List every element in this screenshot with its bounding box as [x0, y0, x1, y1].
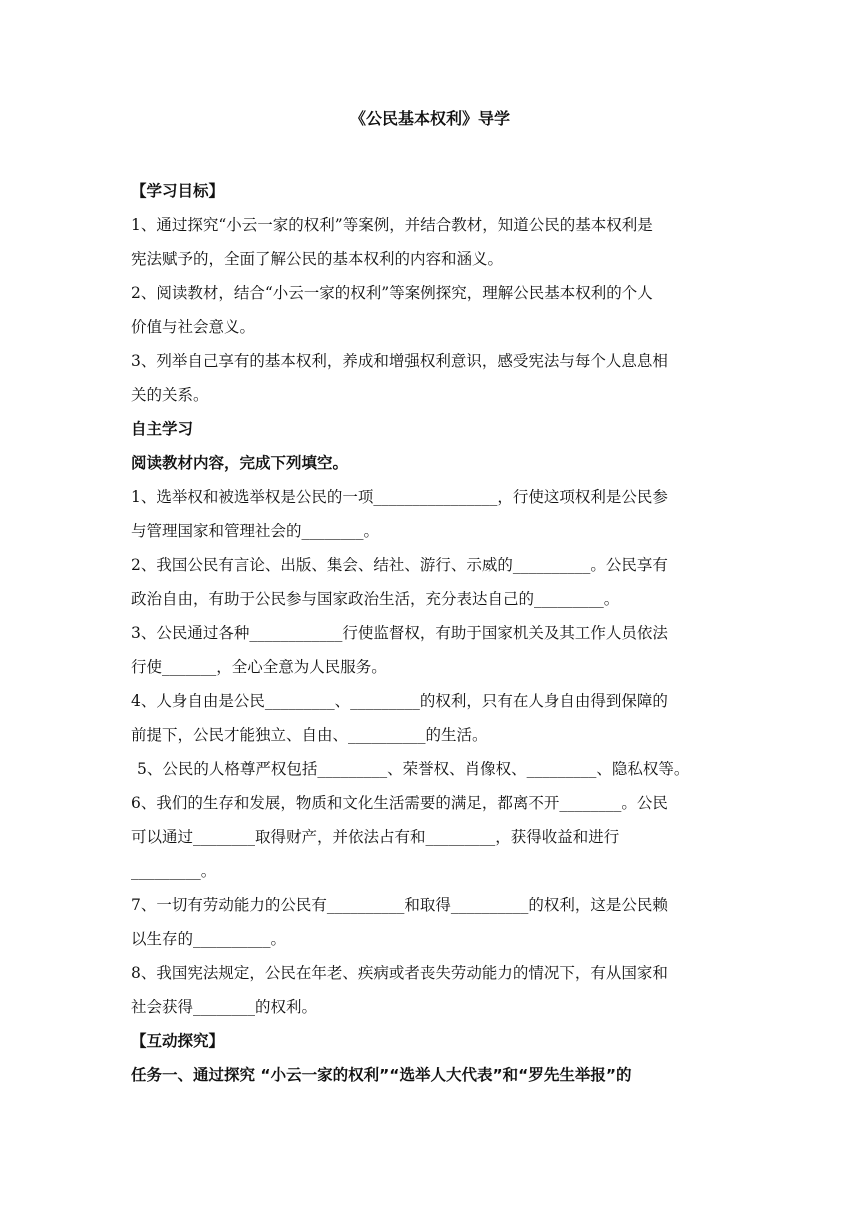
text-line: 2、阅读教材，结合“小云一家的权利”等案例探究，理解公民基本权利的个人 [131, 284, 653, 302]
fill-blank-line: 1、选举权和被选举权是公民的一项________________，行使这项权利是公民参 [131, 488, 668, 506]
fill-blank-line: 2、我国公民有言论、出版、集会、结社、游行、示威的__________。公民享有 [131, 556, 668, 574]
text-line: 1、通过探究“小云一家的权利”等案例，并结合教材，知道公民的基本权利是 [131, 216, 653, 234]
section-heading-interactive: 【互动探究】 [131, 1032, 225, 1050]
document-title: 《公民基本权利》导学 [349, 109, 510, 128]
fill-blank-line: 前提下，公民才能独立、自由、__________的生活。 [131, 726, 488, 744]
fill-blank-line: 8、我国宪法规定，公民在年老、疾病或者丧失劳动能力的情况下，有从国家和 [131, 964, 668, 982]
text-line: 关的关系。 [131, 386, 209, 404]
text-line: 价值与社会意义。 [131, 318, 256, 336]
fill-blank-line: 5、公民的人格尊严权包括_________、荣誉权、肖像权、_________、隐私权等。 [137, 760, 690, 778]
task-line: 任务一、通过探究 “小云一家的权利”“选举人大代表”和“罗先生举报”的 [131, 1066, 632, 1084]
fill-blank-line: 社会获得________的权利。 [131, 998, 318, 1016]
fill-blank-line: 3、公民通过各种____________行使监督权，有助于国家机关及其工作人员依法 [131, 624, 668, 642]
fill-blank-line: 7、一切有劳动能力的公民有__________和取得__________的权利，这是公民赖 [131, 896, 668, 914]
fill-blank-line: 4、人身自由是公民_________、_________的权利，只有在人身自由得到保障的 [131, 692, 668, 710]
instruction-line: 阅读教材内容，完成下列填空。 [131, 454, 349, 472]
fill-blank-line: 6、我们的生存和发展，物质和文化生活需要的满足，都离不开________。公民 [131, 794, 668, 812]
section-heading-objectives: 【学习目标】 [131, 182, 225, 200]
fill-blank-line: 与管理国家和管理社会的________。 [131, 522, 380, 540]
fill-blank-line: 政治自由，有助于公民参与国家政治生活，充分表达自己的_________。 [131, 590, 620, 608]
document-body [131, 174, 731, 1092]
section-heading-self-study: 自主学习 [131, 420, 194, 438]
fill-blank-line: 行使_______，全心全意为人民服务。 [131, 658, 387, 676]
fill-blank-line: _________。 [131, 862, 217, 880]
fill-blank-line: 以生存的__________。 [131, 930, 287, 948]
text-line: 宪法赋予的，全面了解公民的基本权利的内容和涵义。 [131, 250, 504, 268]
fill-blank-line: 可以通过________取得财产，并依法占有和_________，获得收益和进行 [131, 828, 620, 846]
text-line: 3、列举自己享有的基本权利，养成和增强权利意识，感受宪法与每个人息息相 [131, 352, 668, 370]
